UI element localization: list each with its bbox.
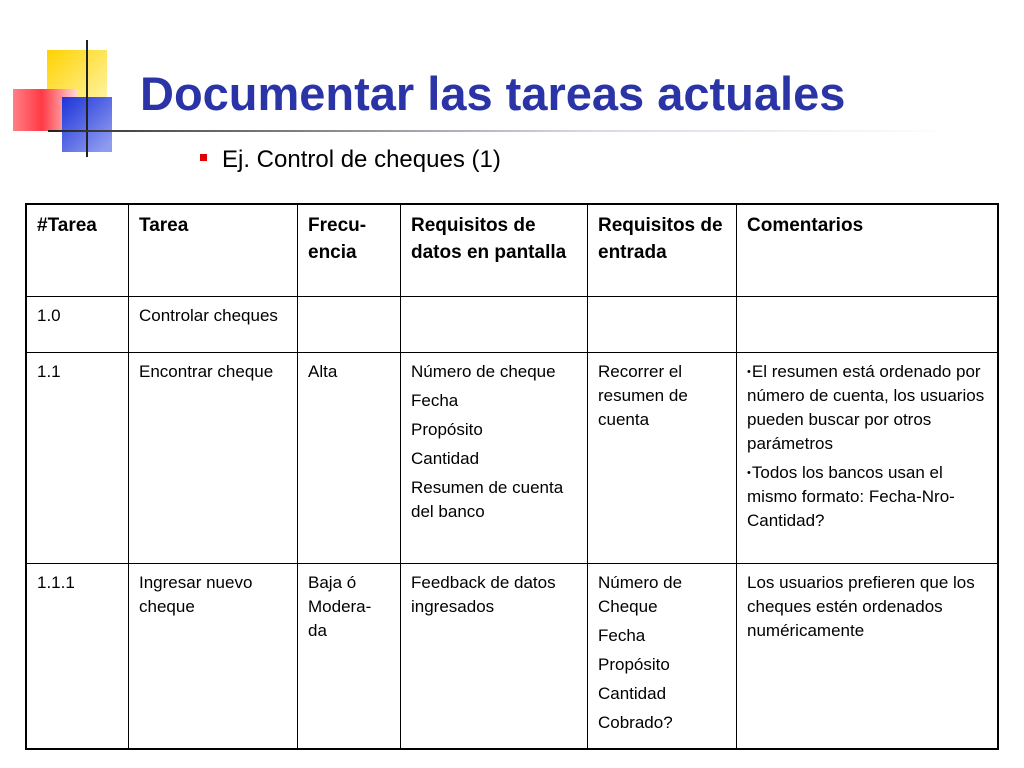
header-screen-data: Requisitos de datos en pantalla: [401, 204, 588, 296]
screen-data-item: Fecha: [411, 390, 459, 410]
cell-comments: [737, 352, 999, 563]
comment-item: [747, 360, 987, 456]
input-req-item: Cantidad: [598, 683, 667, 703]
cell-task-id: 1.1.1: [26, 563, 129, 749]
cell-task-id: 1.1: [26, 352, 129, 563]
cell-screen-data: [401, 563, 588, 749]
comment-text: El resumen está ordenado por número de cuenta, los usuarios pueden buscar por otros parámetros: [747, 361, 985, 453]
bullet-square-icon: [200, 154, 207, 161]
input-req-item: Cobrado?: [598, 712, 673, 732]
cell-screen-data: [401, 352, 588, 563]
comment-item: [747, 461, 987, 533]
header-frequency: Frecu-encia: [298, 204, 401, 296]
screen-data-item: Número de cheque: [411, 361, 556, 381]
bullet-dot-icon: •: [747, 466, 751, 479]
header-input-req: Requisitos de entrada: [588, 204, 737, 296]
slide-title: Documentar las tareas actuales: [140, 67, 846, 120]
cell-comments: [737, 563, 999, 749]
table-row: [26, 563, 998, 749]
table-row: [26, 352, 998, 563]
cell-input-req: [588, 352, 737, 563]
input-req-item: Fecha: [598, 625, 646, 645]
screen-data-item: Feedback de datos ingresados: [411, 572, 556, 616]
cell-screen-data: [401, 296, 588, 352]
cell-task-id: 1.0: [26, 296, 129, 352]
comment-text: Los usuarios prefieren que los cheques estén ordenados numéricamente: [747, 572, 975, 640]
cell-comments: [737, 296, 999, 352]
screen-data-item: Cantidad: [411, 448, 480, 468]
table-row: [26, 296, 998, 352]
cell-task: Ingresar nuevo cheque: [129, 563, 298, 749]
header-comments: Comentarios: [737, 204, 999, 296]
header-task-id: #Tarea: [26, 204, 129, 296]
cell-frequency: Baja ó Modera-da: [298, 563, 401, 749]
screen-data-item: Resumen de cuenta del banco: [411, 477, 564, 521]
subtitle-text: Ej. Control de cheques (1): [222, 146, 501, 173]
header-task: Tarea: [129, 204, 298, 296]
table-header-row: [26, 204, 998, 296]
input-req-item: Propósito: [598, 654, 670, 674]
slide-logo-decoration: [0, 0, 150, 170]
cell-frequency: [298, 296, 401, 352]
task-table: [25, 203, 999, 750]
comment-text: Todos los bancos usan el mismo formato: Fecha-Nro-Cantidad?: [747, 462, 955, 530]
screen-data-item: Propósito: [411, 419, 483, 439]
cell-input-req: [588, 296, 737, 352]
bullet-dot-icon: •: [747, 365, 751, 378]
vertical-line-decoration: [86, 40, 88, 157]
cell-task: Encontrar cheque: [129, 352, 298, 563]
cell-task: Controlar cheques: [129, 296, 298, 352]
title-underline: [48, 130, 953, 132]
cell-frequency: Alta: [298, 352, 401, 563]
input-req-item: Número de Cheque: [598, 572, 683, 616]
subtitle-bullet: [200, 146, 501, 174]
cell-input-req: [588, 563, 737, 749]
input-req-item: Recorrer el resumen de cuenta: [598, 361, 688, 429]
